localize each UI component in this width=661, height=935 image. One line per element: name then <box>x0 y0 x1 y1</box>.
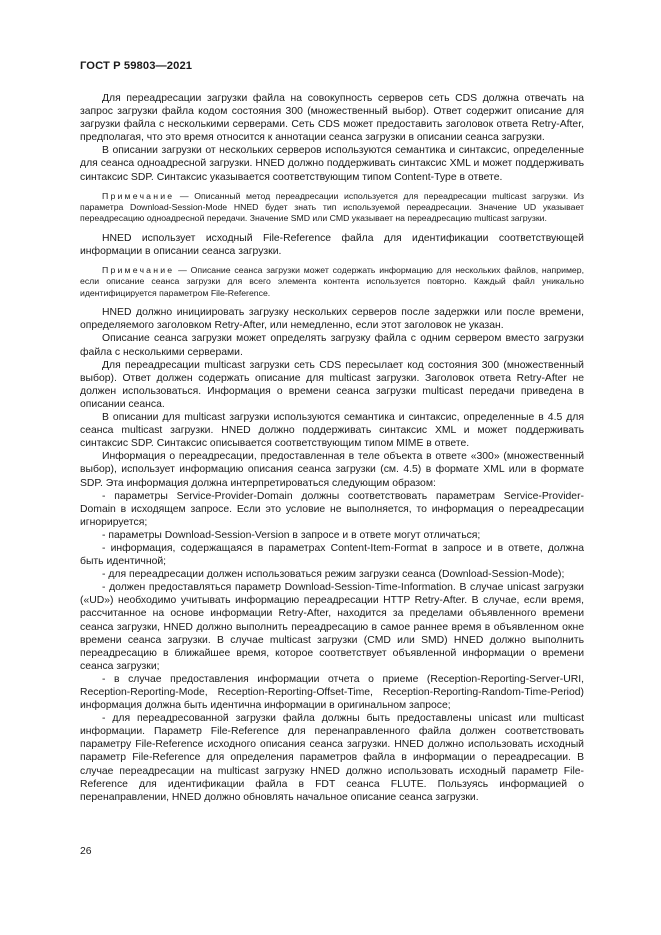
paragraph: HNED должно инициировать загрузку нескольких серверов после задержки или после времени, определяемого заголовком Retry-After, или немедленно, если этот заголовок не указан. <box>80 307 584 332</box>
note-label: Примечание <box>102 265 175 276</box>
paragraph: Описание сеанса загрузки может определять загрузку файла с одним сервером вместо загрузки файла с несколькими серверами. <box>80 333 584 358</box>
document-header: ГОСТ Р 59803—2021 <box>80 60 193 72</box>
paragraph: Для переадресации multicast загрузки сеть CDS пересылает код состояния 300 (множественный выбор). Ответ должен содержать описание для multicast загрузки. Заголовок ответа Retry-After не должен использоваться. Информация о времени сеанса загрузки multicast передачи приведена в описании сеанса. <box>80 359 584 410</box>
note-label: Примечание <box>102 190 175 201</box>
paragraph: Для переадресации загрузки файла на совокупность серверов сеть CDS должна отвечать на запрос загрузки файла кодом состояния 300 (множественный выбор). Ответ содержит описание для загрузки файла с несколькими серверами. Сеть CDS может предоставить заголовок ответа Retry-After, предполагая, что это время относится к аннотации сеанса загрузки в описании сеанса загрузки. <box>80 93 584 144</box>
list-item: - для переадресации должен использоваться режим загрузки сеанса (Download-Session-Mode); <box>102 569 565 581</box>
page-number: 26 <box>80 846 92 857</box>
note <box>80 191 584 225</box>
list-item: - в случае предоставления информации отчета о приеме (Reception-Reporting-Server-URI, Reception-Reporting-Mode, Reception-Reporting-Offset-Time, Reception-Reporting-Random-Time-Period) информация должна быть идентична информации в оригинальном запросе; <box>80 673 584 712</box>
list-item: - параметры Service-Provider-Domain должны соответствовать параметрам Service-Provider-Domain в исходящем запросе. Если это условие не выполняется, то информация о переадресации игнорируется; <box>80 490 584 528</box>
note <box>80 265 584 299</box>
list-item: - для переадресованной загрузки файла должны быть предоставлены unicast или multicast информации. Параметр File-Reference для перенаправленного файла должен соответствовать параметру File-Reference исходного описания сеанса загрузки. HNED должно использовать исходный параметр File-Reference для определения параметров файла в информации о переадресации. В случае переадресации на multicast загрузку HNED должно использовать исходный параметр File-Reference для идентификации файла в FDT сеанса FLUTE. Пользуясь информацией о перенаправлении, HNED должно обновлять начальное описание сеанса загрузки. <box>80 713 584 803</box>
note-text: — Описание сеанса загрузки может содержать информацию для нескольких файлов, например, если описание сеанса загрузки для всего элемента контента используется повторно. Каждый файл уникально идентифицируется параметром File-Reference. <box>80 265 584 298</box>
list-item: - параметры Download-Session-Version в запросе и в ответе могут отличаться; <box>102 529 481 541</box>
list-item: - должен предоставляться параметр Download-Session-Time-Information. В случае unicast загрузки («UD») необходимо учитывать информацию переадресации HTTP Retry-After. В случае, если время, рассчитанное на основе информации Retry-After, находится за пределами объявленного времени сеанса загрузки, HNED должно выполнить переадресацию в самое раннее время в объявленном окне времени сеанса загрузки. В случае multicast загрузки (CMD или SMD) HNED должно выполнить переадресацию в ближайшее время, которое соответствует объявленной информации о времени сеанса загрузки; <box>80 582 584 672</box>
document-body <box>80 92 584 804</box>
note-text: — Описанный метод переадресации используется для переадресации multicast загрузки. Из параметра Download-Session-Mode HNED будет знать тип используемой переадресации. Значение UD указывает переадресацию одноадресной передачи. Значение SMD или CMD указывает на переадресацию multicast загрузки. <box>80 190 584 224</box>
paragraph: В описании для multicast загрузки используются семантика и синтаксис, определенные в 4.5 для сеанса multicast загрузки. HNED должно поддерживать синтаксис XML и может поддерживать синтаксис SDP. Синтаксис описывается соответствующим типом MIME в ответе. <box>80 412 584 450</box>
list-item: - информация, содержащаяся в параметрах Content-Item-Format в запросе и в ответе, должна быть идентичной; <box>80 542 584 568</box>
paragraph: В описании загрузки от нескольких серверов используются семантика и синтаксис, определенные для сеанса одноадресной загрузки. HNED должно поддерживать синтаксис XML и может поддерживать синтаксис SDP. Синтаксис указывается соответствующим типом Content-Type в ответе. <box>80 145 584 183</box>
paragraph: Информация о переадресации, предоставленная в теле объекта в ответе «300» (множественный выбор), использует информацию описания сеанса загрузки (см. 4.5) в формате XML или в формате SDP. Эта информация должна интерпретироваться следующим образом: <box>80 451 584 489</box>
paragraph: HNED использует исходный File-Reference файла для идентификации соответствующей информации в описании сеанса загрузки. <box>80 232 584 257</box>
